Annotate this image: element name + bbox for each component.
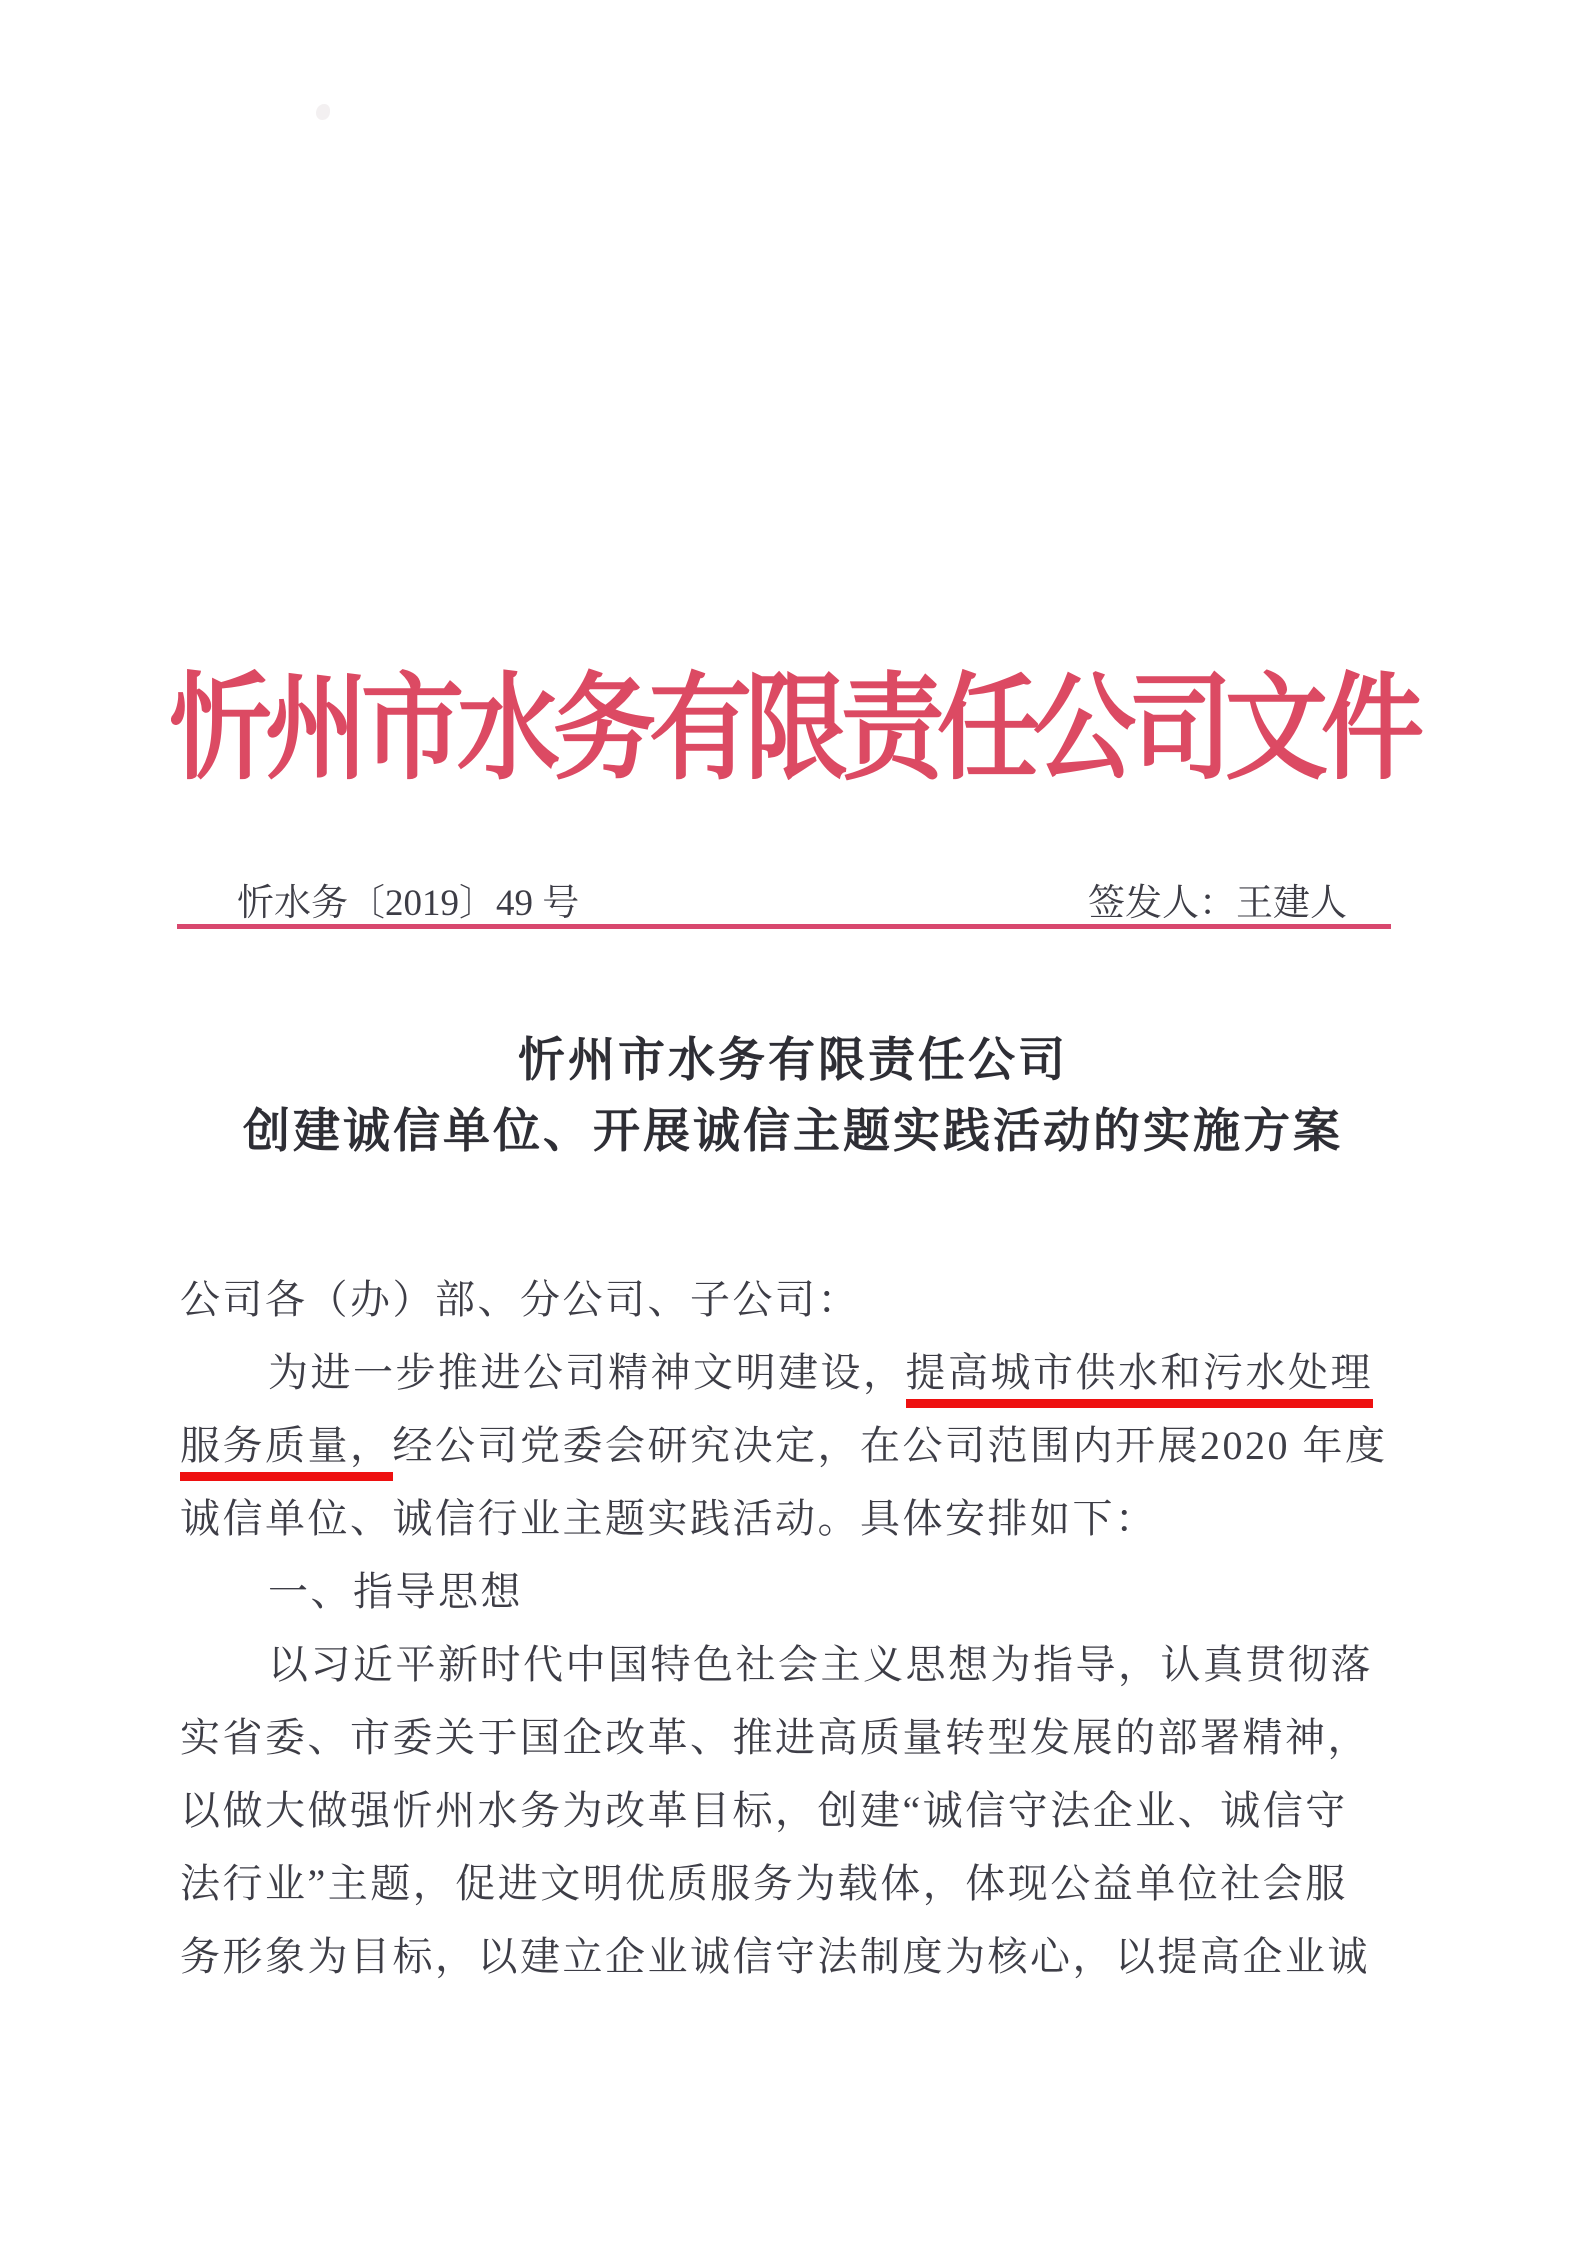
salutation-line: 公司各（办）部、分公司、子公司： (180, 1277, 860, 1322)
body-line (180, 1409, 1415, 1482)
document-body (180, 1263, 1415, 1993)
document-subject (0, 1026, 1586, 1168)
body-line: 诚信单位、诚信行业主题实践活动。具体安排如下： (180, 1496, 1158, 1541)
body-line: 以做大做强忻州水务为改革目标，创建“诚信守法企业、诚信守 (180, 1788, 1348, 1833)
scan-smudge-artifact (316, 104, 330, 120)
body-line: 务形象为目标，以建立企业诚信守法制度为核心，以提高企业诚 (180, 1934, 1370, 1979)
body-line: 以习近平新时代中国特色社会主义思想为指导，认真贯彻落 (268, 1642, 1373, 1687)
section-heading: 一、指导思想 (268, 1569, 523, 1614)
red-underlined-text: 提高城市供水和污水处理 (906, 1350, 1374, 1408)
letterhead-title: 忻州市水务有限责任公司文件 (169, 666, 1417, 794)
issuer-name: 王建人 (1236, 883, 1347, 924)
body-line: 法行业”主题，促进文明优质服务为载体，体现公益单位社会服 (180, 1861, 1348, 1906)
body-line (180, 1336, 1415, 1409)
subject-line-2: 创建诚信单位、开展诚信主题实践活动的实施方案 (243, 1106, 1343, 1158)
body-text-segment: 经公司党委会研究决定，在公司范围内开展2020 年度 (392, 1423, 1388, 1468)
doc-info-row (237, 872, 1347, 926)
doc-number: 忻水务〔2019〕49 号 (237, 883, 580, 924)
subject-line-1: 忻州市水务有限责任公司 (518, 1035, 1068, 1087)
red-separator-line (177, 924, 1391, 929)
issuer (1088, 872, 1347, 926)
body-line: 实省委、市委关于国企改革、推进高质量转型发展的部署精神， (180, 1715, 1370, 1760)
issuer-label: 签发人： (1088, 883, 1236, 924)
body-text-segment: 为进一步推进公司精神文明建设， (268, 1350, 906, 1395)
red-underlined-text: 服务质量， (180, 1423, 393, 1481)
